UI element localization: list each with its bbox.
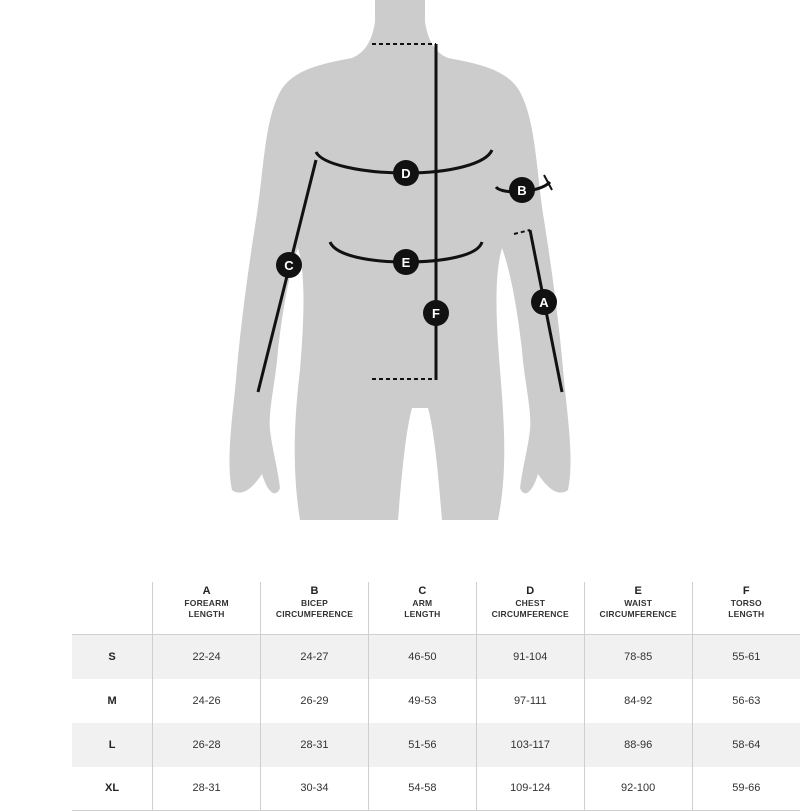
table-cell: 103-117	[476, 723, 584, 767]
table-cell: 56-63	[692, 679, 800, 723]
table-cell: 58-64	[692, 723, 800, 767]
marker-f-label: F	[432, 306, 440, 321]
marker-a	[531, 289, 557, 315]
header-description: WAIST CIRCUMFERENCE	[599, 598, 677, 619]
table-cell: 24-26	[153, 679, 261, 723]
marker-b-label: B	[517, 183, 527, 198]
table-cell: 84-92	[584, 679, 692, 723]
table-cell: 54-58	[368, 767, 476, 811]
header-letter: F	[742, 585, 750, 597]
table-row	[72, 723, 800, 767]
marker-d-label: D	[401, 166, 411, 181]
header-letter: A	[202, 585, 211, 597]
marker-f	[423, 300, 449, 326]
size-chart-table	[72, 582, 800, 811]
table-cell: 28-31	[261, 723, 369, 767]
table-row	[72, 635, 800, 679]
header-letter: C	[418, 585, 427, 597]
header-corner-cell	[72, 582, 153, 635]
marker-c	[276, 252, 302, 278]
header-col-f	[692, 582, 800, 635]
header-description: ARM LENGTH	[404, 598, 441, 619]
header-description: BICEP CIRCUMFERENCE	[275, 598, 354, 619]
header-letter: E	[634, 585, 642, 597]
size-label: L	[72, 723, 153, 767]
size-label: M	[72, 679, 153, 723]
bicep-tick	[544, 175, 552, 190]
header-description: FOREARM LENGTH	[184, 598, 229, 619]
table-cell: 24-27	[261, 635, 369, 679]
table-cell: 91-104	[476, 635, 584, 679]
table-cell: 55-61	[692, 635, 800, 679]
table-cell: 28-31	[153, 767, 261, 811]
header-col-e	[584, 582, 692, 635]
table-cell: 78-85	[584, 635, 692, 679]
header-col-a	[153, 582, 261, 635]
marker-b	[509, 177, 535, 203]
marker-e	[393, 249, 419, 275]
table-cell: 46-50	[368, 635, 476, 679]
marker-d	[393, 160, 419, 186]
header-letter: D	[526, 585, 535, 597]
table-cell: 92-100	[584, 767, 692, 811]
table-cell: 97-111	[476, 679, 584, 723]
table-cell: 26-29	[261, 679, 369, 723]
table-cell: 59-66	[692, 767, 800, 811]
table-header-row	[72, 582, 800, 635]
marker-c-label: C	[284, 258, 294, 273]
table-cell: 26-28	[153, 723, 261, 767]
size-label: XL	[72, 767, 153, 811]
table-cell: 22-24	[153, 635, 261, 679]
header-col-b	[261, 582, 369, 635]
header-description: TORSO LENGTH	[728, 598, 765, 619]
marker-e-label: E	[401, 255, 411, 270]
header-col-d	[476, 582, 584, 635]
table-row	[72, 679, 800, 723]
size-label: S	[72, 635, 153, 679]
table-cell: 88-96	[584, 723, 692, 767]
header-col-c	[368, 582, 476, 635]
table-cell: 51-56	[368, 723, 476, 767]
marker-a-label: A	[539, 295, 549, 310]
table-cell: 49-53	[368, 679, 476, 723]
header-description: CHEST CIRCUMFERENCE	[491, 598, 569, 619]
table-row	[72, 767, 800, 811]
table-cell: 109-124	[476, 767, 584, 811]
table-cell: 30-34	[261, 767, 369, 811]
header-letter: B	[310, 585, 319, 597]
